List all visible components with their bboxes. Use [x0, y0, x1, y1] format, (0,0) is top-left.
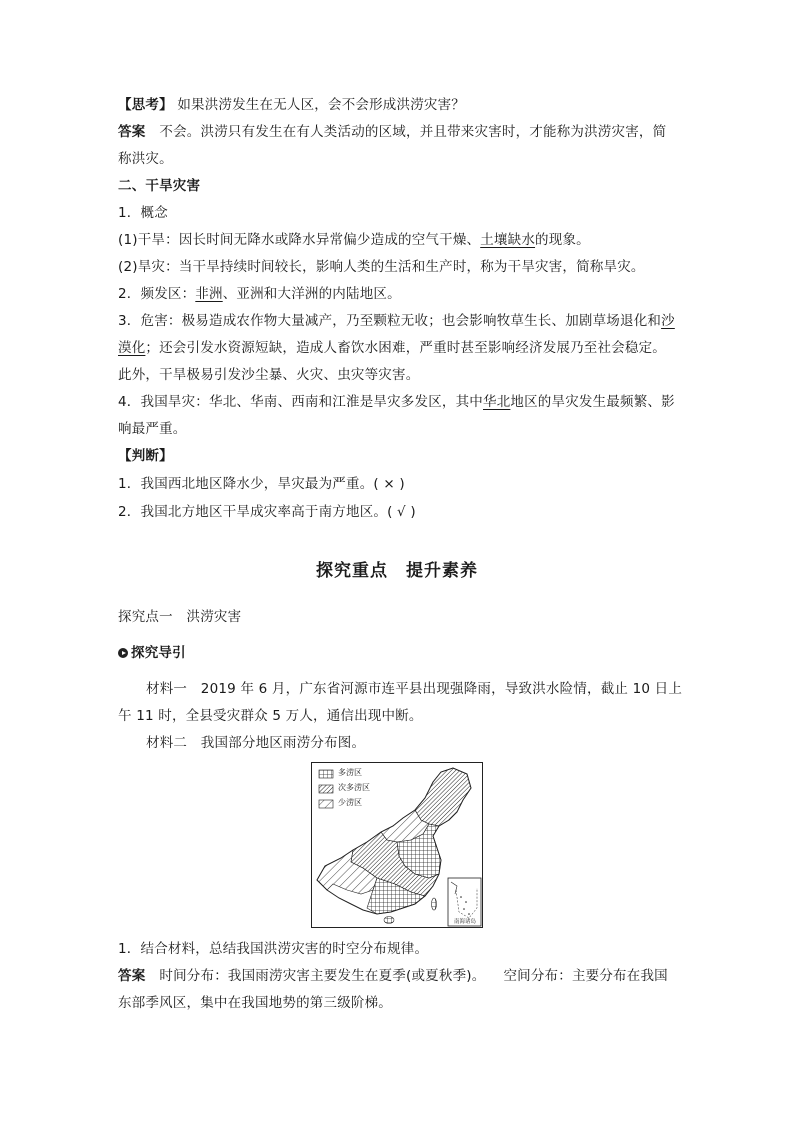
drought-heading: 二、干旱灾害	[118, 178, 201, 194]
guide-title: 探究导引	[131, 645, 186, 661]
china-tail: 地区的旱灾发生最频繁、影	[510, 394, 675, 410]
map-legend	[338, 765, 370, 810]
frequent-areas	[118, 281, 680, 308]
material1-line1: 材料一 2019 年 6 月，广东省河源市连平县出现强降雨，导致洪水险情，截止 10 日上	[146, 681, 683, 697]
harm-line3: 此外，干旱极易引发沙尘暴、火灾、虫灾等灾害。	[118, 367, 420, 383]
judge-tag: 【判断】	[118, 448, 173, 464]
think-tag: 【思考】	[118, 97, 173, 113]
harm-underlined-a: 沙	[661, 313, 675, 329]
inset-label: 南海诸岛	[453, 919, 476, 925]
china-drought-line2: 响最严重。	[118, 421, 187, 437]
explore-point-title: 探究点一 洪涝灾害	[118, 609, 242, 625]
china-drought-line1	[118, 389, 680, 416]
drought-definition	[118, 227, 680, 254]
q1-answer-line1	[118, 963, 680, 990]
judge-item-2: 2．我国北方地区干旱成灾率高于南方地区。( √ )	[118, 504, 416, 520]
harm-text: 3．危害：极易造成农作物大量减产，乃至颗粒无收；也会影响牧草生长、加剧草场退化和	[118, 313, 662, 329]
material1-line2: 午 11 时，全县受灾群众 5 万人，通信出现中断。	[118, 708, 423, 724]
think-answer-text: 不会。洪涝只有发生在有人类活动的区域，并且带来灾害时，才能称为洪涝灾害，简	[159, 124, 667, 140]
harm-line1	[118, 308, 680, 335]
legend-item-less: 少涝区	[338, 798, 362, 807]
think-answer-line2: 称洪灾。	[118, 151, 173, 167]
material2: 材料二 我国部分地区雨涝分布图。	[146, 735, 366, 751]
q1-answer-line2: 东部季风区，集中在我国地势的第三级阶梯。	[118, 995, 392, 1011]
harm-text-2: ；还会引发水资源短缺，造成人畜饮水困难，严重时甚至影响经济发展乃至社会稳定。	[145, 340, 667, 356]
drought-disaster-definition: (2)旱灾：当干旱持续时间较长，影响人类的生活和生产时，称为干旱灾害，简称旱灾。	[118, 259, 645, 275]
judge-item-1: 1．我国西北地区降水少，旱灾最为严重。( × )	[118, 476, 405, 492]
legend-item-second: 次多涝区	[338, 783, 370, 792]
def1-tail: 的现象。	[535, 232, 590, 248]
def1-text: (1)干旱：因长时间无降水或降水异常偏少造成的空气干燥、	[118, 232, 481, 248]
china-text: 4．我国旱灾：华北、华南、西南和江淮是旱灾多发区，其中	[118, 394, 483, 410]
china-flood-map	[311, 762, 483, 928]
answer-label: 答案	[118, 124, 146, 140]
harm-line2	[118, 335, 680, 362]
harm-underlined-b: 漠化	[118, 340, 146, 356]
q1-answer-space: 空间分布：主要分布在我国	[503, 968, 668, 984]
think-answer-line1	[118, 119, 680, 146]
concept-heading: 1．概念	[118, 205, 168, 221]
freq-underlined: 非洲	[195, 286, 223, 302]
section-title: 探究重点 提升素养	[316, 561, 478, 581]
q1-answer-time: 时间分布：我国雨涝灾害主要发生在夏季(或夏秋季)。	[159, 968, 486, 984]
freq-tail: 、亚洲和大洋洲的内陆地区。	[222, 286, 401, 302]
legend-item-most: 多涝区	[338, 768, 362, 777]
def1-underlined: 土壤缺水	[480, 232, 536, 248]
question-1: 1．结合材料，总结我国洪涝灾害的时空分布规律。	[118, 941, 429, 957]
think-question-line	[118, 92, 680, 119]
think-question: 如果洪涝发生在无人区，会不会形成洪涝灾害？	[177, 97, 466, 113]
china-underlined: 华北	[483, 394, 511, 410]
guide-title-row	[118, 640, 680, 667]
freq-label: 2．频发区：	[118, 286, 196, 302]
play-marker-icon	[118, 648, 128, 658]
q1-answer-label: 答案	[118, 968, 146, 984]
